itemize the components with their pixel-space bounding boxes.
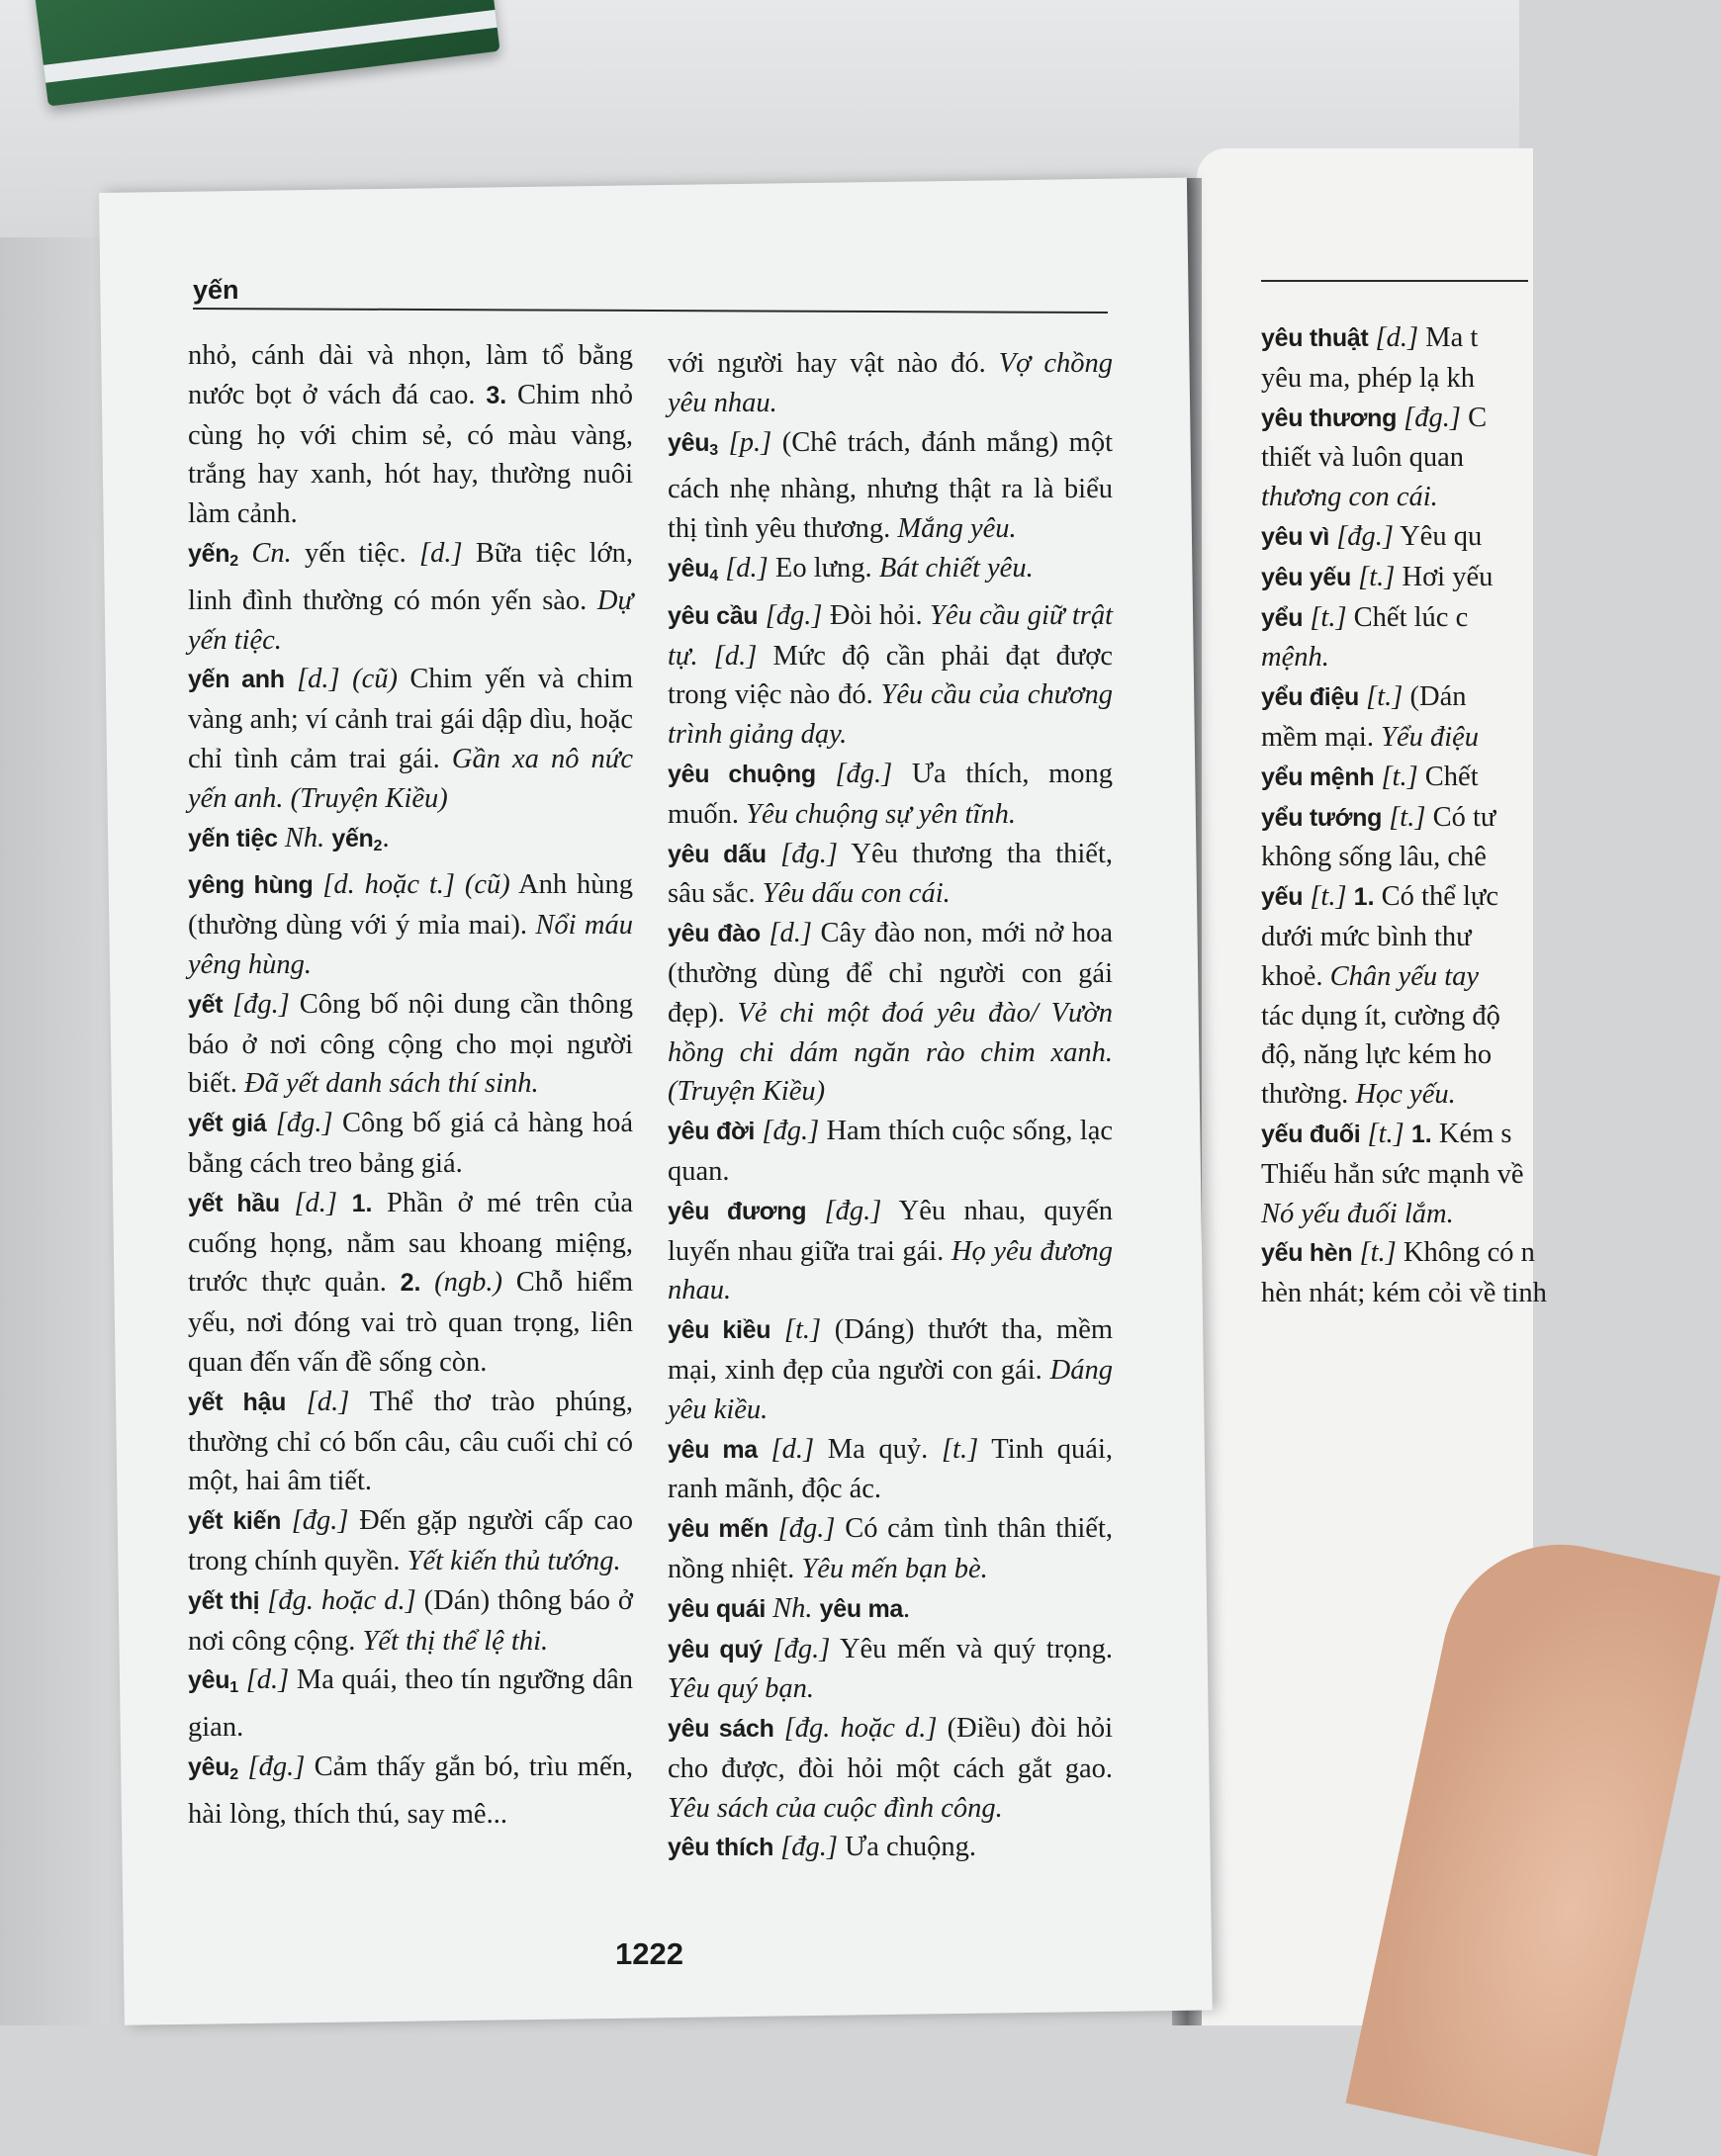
dictionary-entry: [668, 549, 1113, 596]
grammar-label: [đg. hoặc d.]: [783, 1713, 938, 1745]
definition-text: mềm mại.: [1261, 721, 1382, 753]
grammar-label: [t.]: [941, 1433, 979, 1465]
facing-page-line: [1261, 1274, 1548, 1313]
sense-number: 3.: [486, 381, 507, 409]
definition-text: [280, 1188, 295, 1218]
definition-text: Bữa tiệc lớn, linh đình thường có món yến sào.: [188, 537, 633, 616]
example: Yêu mến bạn bè.: [801, 1553, 988, 1584]
definition-text: [420, 1267, 434, 1298]
definition-text: tác dụng ít, cường độ: [1261, 1000, 1500, 1032]
dictionary-entry: [668, 1709, 1113, 1828]
example: thương con cái.: [1261, 482, 1438, 513]
grammar-label: [đg.]: [762, 1116, 820, 1147]
headword: yêu thuật: [1261, 324, 1369, 352]
example: Mắng yêu.: [897, 513, 1017, 545]
dictionary-entry: [188, 1581, 633, 1662]
left-column: [188, 336, 633, 1834]
sense-number: 1.: [351, 1189, 373, 1217]
grammar-label: [đg.]: [275, 1108, 333, 1139]
definition-text: [455, 869, 465, 900]
grammar-label: [d.]: [294, 1187, 338, 1218]
headword: yêu thương: [1261, 404, 1398, 432]
definition-text: [337, 1188, 352, 1218]
facing-page-line: [1261, 957, 1548, 997]
definition-text: [769, 1513, 778, 1544]
example: Yêu dấu con cái.: [762, 878, 951, 910]
example: Gần xa nô nức yến anh. (Truyện Kiều): [188, 743, 633, 814]
definition-text: [1404, 1119, 1411, 1149]
definition-text: [238, 1664, 246, 1695]
homonym-index: 2: [229, 1765, 239, 1783]
headword: yểu tướng: [1261, 803, 1383, 832]
definition-text: Có thể lực: [1374, 881, 1498, 913]
facing-page-line: [1261, 438, 1548, 478]
headword: yêu đời: [668, 1118, 756, 1146]
definition-text: Cảm thấy gắn bó, trìu mến, hài lòng, thích thú, say mê...: [188, 1751, 633, 1830]
facing-page-line: [1261, 1233, 1548, 1274]
grammar-label: [t.]: [1358, 561, 1396, 592]
grammar-label: [d.]: [769, 918, 812, 949]
definition-text: Chết: [1417, 761, 1479, 792]
headword: yêu: [188, 1752, 230, 1781]
facing-page-line: [1261, 1115, 1548, 1155]
definition-text: .: [903, 1592, 911, 1624]
definition-text: [758, 1434, 771, 1465]
grammar-label: [đg.]: [1336, 520, 1395, 552]
dictionary-entry: [188, 1748, 633, 1835]
homonym-index: 3: [709, 441, 719, 459]
definition-text: Đòi hỏi.: [822, 599, 930, 631]
guide-word: yến: [193, 275, 239, 305]
definition-text: Công bố nội dung cần thông báo ở nơi công cộng cho mọi người biết.: [188, 988, 633, 1100]
dictionary-entry: [668, 1310, 1113, 1429]
example: Yểu điệu: [1381, 721, 1480, 753]
headword: yết giá: [188, 1110, 267, 1138]
facing-page-line: [1261, 478, 1548, 517]
example: Họ yêu đương nhau.: [668, 1235, 1113, 1306]
facing-page-line: [1261, 558, 1548, 598]
example: Vẻ chi một đoá yêu đào/ Vườn hồng chi dám ngăn rào chim xanh. (Truyện Kiều): [668, 997, 1113, 1108]
definition-text: (Dáng) thướt tha, mềm mại, xinh đẹp của người con gái.: [668, 1314, 1114, 1386]
homonym-index: 2: [373, 837, 383, 854]
grammar-label: [đg.]: [780, 1832, 838, 1863]
definition-text: Yêu nhau, quyến luyến nhau giữa trai gái.: [668, 1195, 1114, 1267]
definition-text: [238, 538, 251, 569]
facing-page-header-rule: [1261, 280, 1528, 282]
dictionary-entry: [668, 1509, 1113, 1589]
headword: yểu mệnh: [1261, 763, 1375, 791]
example: Dự yến tiệc.: [188, 584, 633, 656]
dictionary-entry: [668, 1630, 1113, 1710]
definition-text: (Dán) thông báo ở nơi công cộng.: [188, 1584, 634, 1657]
facing-page-line: [1261, 1075, 1548, 1115]
dictionary-entry: [188, 1104, 633, 1184]
headword: yêu đào: [668, 920, 761, 948]
definition-text: Ưa thích, mong muốn.: [668, 758, 1114, 830]
grammar-label: [đg.]: [232, 988, 290, 1020]
example: Yêu quý bạn.: [668, 1673, 815, 1705]
definition-text: [313, 869, 322, 900]
grammar-label: [d.]: [245, 1664, 290, 1696]
grammar-label: [đg.]: [247, 1751, 306, 1782]
dictionary-entry: [188, 336, 633, 534]
dictionary-entry: [188, 660, 633, 818]
definition-text: [266, 1108, 275, 1138]
definition-text: .: [382, 822, 390, 853]
definition-text: [286, 1387, 307, 1417]
example: Dáng yêu kiều.: [668, 1354, 1113, 1425]
homonym-index: 1: [229, 1679, 239, 1697]
example: Đã yết danh sách thí sinh.: [244, 1068, 539, 1100]
dictionary-entry: [668, 596, 1113, 755]
definition-text: độ, năng lực kém ho: [1261, 1039, 1493, 1071]
headword: yến: [188, 539, 230, 568]
grammar-label: (cũ): [352, 664, 398, 695]
definition-text: Chết lúc c: [1346, 601, 1469, 633]
definition-text: Ma t: [1418, 322, 1479, 353]
headword: yêu yếu: [1261, 563, 1352, 591]
grammar-label: [d.]: [306, 1386, 350, 1417]
homonym-index: 4: [709, 567, 719, 584]
dictionary-entry: [668, 914, 1113, 1112]
definition-text: [698, 641, 714, 672]
dictionary-entry: [188, 985, 633, 1104]
example: Chân yếu tay: [1329, 960, 1480, 992]
example: Yêu chuộng sự yên tĩnh.: [746, 798, 1016, 830]
definition-text: khoẻ.: [1261, 960, 1330, 992]
dictionary-entry: [668, 344, 1113, 423]
definition-text: Chim yến và chim vàng anh; ví cảnh trai gái dập dìu, hoặc chỉ tình cảm trai gái.: [188, 664, 634, 774]
definition-text: thường.: [1261, 1079, 1356, 1111]
definition-text: [281, 1505, 292, 1536]
definition-text: Có tư: [1425, 801, 1496, 833]
headword: yêu cầu: [668, 601, 759, 630]
definition-text: Ma quái, theo tín ngưỡng dân gian.: [188, 1664, 633, 1744]
definition-text: không sống lâu, chê: [1261, 842, 1487, 873]
dictionary-entry: [188, 1383, 633, 1501]
definition-text: [763, 1634, 773, 1664]
facing-page-line: [1261, 1155, 1548, 1195]
sense-number: 1.: [1353, 883, 1375, 912]
grammar-label: [đg. hoặc d.]: [267, 1584, 416, 1616]
sense-number: 2.: [400, 1269, 421, 1298]
definition-text: Yêu qu: [1394, 520, 1483, 552]
facing-page-column: [1261, 318, 1548, 1313]
headword: yêu: [668, 554, 710, 583]
definition-text: Eo lưng.: [768, 552, 879, 584]
dictionary-entry: [668, 1430, 1113, 1510]
grammar-label: [t.]: [1367, 1118, 1404, 1149]
headword: yết thị: [188, 1586, 260, 1615]
definition-text: (Điều) đòi hỏi cho được, đòi hỏi một cách gắt gao.: [668, 1713, 1114, 1784]
facing-page-line: [1261, 877, 1548, 918]
grammar-label: (cũ): [464, 869, 510, 901]
example: Yết kiến thủ tướng.: [407, 1545, 621, 1576]
headword: yêu quý: [668, 1635, 763, 1663]
grammar-label: [đg.]: [835, 758, 893, 789]
definition-text: [813, 1593, 820, 1624]
grammar-label: [d.]: [713, 640, 758, 672]
definition-text: dưới mức bình thư: [1261, 921, 1472, 952]
facing-page-line: [1261, 758, 1548, 798]
definition-text: Thiếu hẳn sức mạnh về: [1261, 1158, 1524, 1190]
facing-page-line: [1261, 517, 1548, 558]
definition-text: C: [1460, 402, 1488, 433]
definition-text: Tinh quái, ranh mãnh, độc ác.: [668, 1433, 1113, 1505]
dictionary-entry: [668, 1828, 1113, 1868]
definition-text: yêu ma, phép lạ kh: [1261, 362, 1476, 394]
facing-page-line: [1261, 1035, 1548, 1075]
definition-text: [770, 1314, 784, 1345]
definition-text: [285, 664, 297, 694]
grammar-label: [t.]: [1389, 801, 1426, 833]
dictionary-entry: [668, 423, 1113, 549]
headword: yêu ma: [819, 1594, 904, 1623]
example: Nổi máu yêng hùng.: [188, 910, 633, 980]
definition-text: Thể thơ trào phúng, thường chỉ có bốn câu, câu cuối chỉ có một, hai âm tiết.: [188, 1386, 633, 1497]
table-shadow: [0, 237, 109, 2025]
headword: yêu dấu: [668, 840, 767, 868]
grammar-label: [t.]: [1310, 601, 1347, 633]
facing-page-line: [1261, 638, 1548, 677]
definition-text: yến tiệc.: [291, 537, 419, 569]
headword: yêu: [188, 1666, 230, 1695]
example: Học yếu.: [1355, 1079, 1456, 1111]
definition-text: Chỗ hiểm yếu, nơi đóng vai trò quan trọng, liên quan đến vấn đề sống còn.: [188, 1267, 633, 1378]
facing-page-line: [1261, 399, 1548, 439]
grammar-label: [đg.]: [824, 1195, 882, 1226]
headword: yêu thích: [668, 1834, 774, 1862]
facing-page-line: [1261, 677, 1548, 718]
definition-text: Hơi yếu: [1395, 561, 1494, 592]
facing-page-line: [1261, 1195, 1548, 1234]
example: Bát chiết yêu.: [878, 552, 1034, 584]
definition-text: Công bố giá cả hàng hoá bằng cách treo bảng giá.: [188, 1108, 633, 1179]
definition-text: [816, 759, 836, 789]
grammar-label: [t.]: [783, 1314, 822, 1346]
grammar-label: [d.]: [1375, 322, 1419, 353]
facing-page-line: [1261, 359, 1548, 399]
example: Vợ chồng yêu nhau.: [668, 348, 1113, 418]
dictionary-entry: [668, 755, 1113, 835]
dictionary-entry: [188, 1661, 633, 1748]
headword: yêu vì: [1261, 522, 1330, 551]
headword: yếu: [1261, 883, 1304, 912]
example: Yêu sách của cuộc đình công.: [668, 1792, 1003, 1824]
definition-text: hèn nhát; kém cỏi về tinh: [1261, 1278, 1547, 1309]
grammar-label: [t.]: [1366, 681, 1404, 713]
sense-number: 1.: [1410, 1120, 1432, 1148]
facing-page-line: [1261, 997, 1548, 1036]
facing-page-line: [1261, 598, 1548, 639]
headword: yến anh: [188, 666, 285, 694]
definition-text: [278, 823, 285, 853]
headword: yếu đuối: [1261, 1120, 1361, 1148]
definition-text: [774, 1713, 784, 1744]
grammar-label: [đg.]: [1404, 402, 1461, 433]
definition-text: [1360, 1119, 1367, 1149]
definition-text: Ham thích cuộc sống, lạc quan.: [668, 1116, 1113, 1187]
headword: yến tiệc: [188, 824, 278, 853]
definition-text: Chim nhỏ cùng họ với chim sẻ, có màu vàng, trắng hay xanh, hót hay, thường nuôi làm cảnh.: [188, 379, 633, 530]
headword: yểu điệu: [1261, 683, 1360, 712]
grammar-label: [đg.]: [777, 1513, 836, 1545]
definition-text: Có cảm tình thân thiết, nồng nhiệt.: [668, 1513, 1113, 1584]
definition-text: (Dán: [1403, 681, 1467, 713]
dictionary-entry: [668, 835, 1113, 915]
example: Nó yếu đuối lắm.: [1261, 1198, 1454, 1229]
example: Yết thị thể lệ thi.: [362, 1625, 549, 1657]
definition-text: [806, 1196, 824, 1226]
headword: yêu đương: [668, 1197, 807, 1225]
grammar-label: [t.]: [1381, 761, 1418, 792]
headword: yêng hùng: [188, 871, 314, 900]
example: mệnh.: [1261, 642, 1329, 674]
headword: yến: [331, 824, 374, 853]
headword: yêu chuộng: [668, 760, 816, 788]
definition-text: (Chê trách, đánh mắng) một cách nhẹ nhàng, nhưng thật ra là biểu thị tình yêu thương.: [668, 426, 1114, 545]
grammar-label: (ngb.): [434, 1267, 503, 1299]
definition-text: Cây đào non, mới nở hoa (thường dùng để chỉ người con gái đẹp).: [668, 918, 1113, 1029]
definition-text: Đến gặp người cấp cao trong chính quyền.: [188, 1505, 633, 1576]
definition-text: [340, 664, 352, 694]
homonym-index: 2: [229, 552, 239, 570]
headword: yết kiến: [188, 1507, 282, 1536]
headword: yểu: [1261, 603, 1304, 632]
definition-text: [767, 839, 780, 869]
grammar-label: Cn.: [251, 537, 292, 569]
dictionary-entry: [188, 1184, 633, 1383]
grammar-label: Nh.: [284, 822, 325, 853]
grammar-label: [đg.]: [772, 1633, 831, 1664]
definition-text: Ưa chuộng.: [837, 1832, 977, 1863]
definition-text: với người hay vật nào đó.: [668, 348, 999, 379]
example: Yêu cầu giữ trật tự.: [668, 599, 1113, 672]
definition-text: Yêu mến và quý trọng.: [830, 1633, 1113, 1664]
headword: yêu: [668, 428, 710, 457]
grammar-label: [p.]: [728, 426, 772, 458]
grammar-label: [d.]: [770, 1433, 815, 1465]
facing-page-line: [1261, 798, 1548, 839]
dictionary-entry: [668, 1589, 1113, 1630]
definition-text: Ma quỷ.: [814, 1433, 942, 1465]
definition-text: Phần ở mé trên của cuống họng, nằm sau khoang miệng, trước thực quản.: [188, 1187, 634, 1299]
dictionary-entry: [188, 534, 633, 660]
definition-text: Anh hùng (thường dùng với ý mỉa mai).: [188, 869, 634, 942]
grammar-label: Nh.: [772, 1592, 813, 1624]
grammar-label: [t.]: [1310, 881, 1347, 913]
grammar-label: [d.]: [725, 552, 769, 584]
headword: yêu mến: [668, 1515, 769, 1544]
dictionary-entry: [188, 819, 633, 866]
page-number: 1222: [615, 1936, 683, 1971]
facing-page-line: [1261, 318, 1548, 359]
grammar-label: [d.]: [419, 537, 463, 569]
headword: yêu ma: [668, 1435, 758, 1464]
definition-text: thiết và luôn quan: [1261, 442, 1464, 474]
definition-text: nhỏ, cánh dài và nhọn, làm tổ bằng nước bọt ở vách đá cao.: [188, 340, 633, 410]
definition-text: Yêu thương tha thiết, sâu sắc.: [668, 838, 1113, 910]
headword: yếu hèn: [1261, 1239, 1353, 1268]
dictionary-entry: [188, 1501, 633, 1581]
definition-text: Mức độ cần phải đạt được trong việc nào đó.: [668, 640, 1113, 711]
grammar-label: [đg.]: [291, 1505, 349, 1537]
grammar-label: [t.]: [1359, 1237, 1397, 1269]
definition-text: [1347, 881, 1354, 912]
dictionary-entry: [668, 1112, 1113, 1192]
definition-text: [223, 989, 232, 1020]
grammar-label: [d. hoặc t.]: [322, 869, 456, 901]
headword: yết hầu: [188, 1189, 280, 1217]
definition-text: [758, 600, 765, 631]
definition-text: Kém s: [1431, 1118, 1512, 1149]
dictionary-entry: [668, 1192, 1113, 1310]
middle-column: [668, 344, 1113, 1868]
example: Yêu cầu của chương trình giảng dạy.: [668, 679, 1113, 751]
facing-page-line: [1261, 918, 1548, 957]
facing-page-line: [1261, 838, 1548, 877]
definition-text: [1368, 322, 1375, 353]
grammar-label: [đg.]: [765, 599, 823, 631]
headword: yết: [188, 990, 224, 1019]
dictionary-entry: [188, 865, 633, 984]
headword: yết hậu: [188, 1388, 287, 1416]
definition-text: Không có n: [1396, 1237, 1535, 1269]
definition-text: [1352, 1237, 1359, 1268]
grammar-label: [đg.]: [780, 838, 838, 869]
headword: yêu quái: [668, 1594, 767, 1623]
headword: yêu kiều: [668, 1316, 771, 1345]
headword: yêu sách: [668, 1715, 774, 1744]
grammar-label: [d.]: [297, 664, 340, 695]
definition-text: [718, 427, 729, 458]
facing-page-line: [1261, 718, 1548, 758]
